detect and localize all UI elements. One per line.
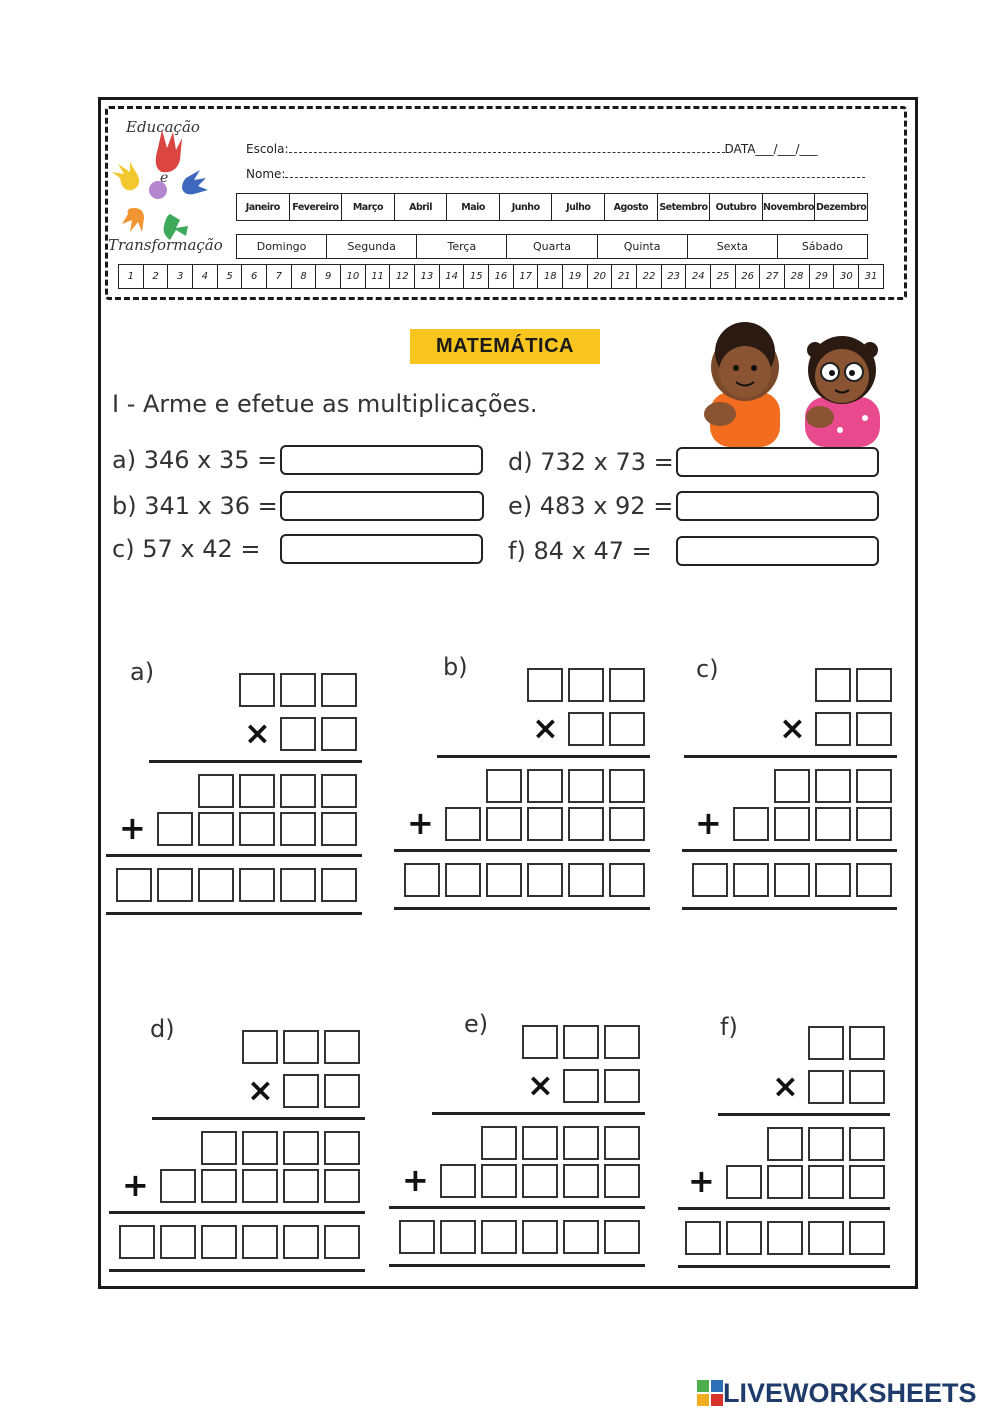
multiplicand-digit-box[interactable] — [283, 1030, 319, 1064]
problem-d-label: d) 732 x 73 = — [508, 448, 674, 476]
partial-product-2-box[interactable] — [283, 1169, 319, 1203]
multiplier-digit-box[interactable] — [280, 717, 316, 751]
date-cell-29: 29 — [810, 265, 835, 288]
divider-line — [394, 907, 650, 910]
partial-product-1-box[interactable] — [201, 1131, 237, 1165]
date-cell-14: 14 — [440, 265, 465, 288]
month-cell-12: Dezembro — [816, 201, 867, 213]
plus-sign: + — [407, 804, 434, 842]
liveworksheets-logo — [697, 1378, 977, 1408]
work-area-label: d) — [150, 1015, 175, 1043]
date-cell-7: 7 — [267, 265, 292, 288]
weekday-cell-7: Sábado — [801, 240, 843, 253]
partial-product-2-box[interactable] — [239, 812, 275, 846]
partial-product-2-box[interactable] — [568, 807, 604, 841]
divider-line — [718, 1113, 890, 1116]
result-digit-box[interactable] — [604, 1220, 640, 1254]
date-cell-22: 22 — [637, 265, 662, 288]
problem-a-label: a) 346 x 35 = — [112, 446, 278, 474]
partial-product-1-box[interactable] — [527, 769, 563, 803]
result-digit-box[interactable] — [856, 863, 892, 897]
result-digit-box[interactable] — [198, 868, 234, 902]
school-blank — [289, 142, 725, 153]
month-cell-7: Julho — [552, 194, 605, 220]
divider-line — [109, 1211, 365, 1214]
result-digit-box[interactable] — [849, 1221, 885, 1255]
result-digit-box[interactable] — [160, 1225, 196, 1259]
divider-line — [432, 1112, 645, 1115]
month-cell-10: Outubro — [710, 194, 763, 220]
month-cell-9: Setembro — [658, 194, 711, 220]
times-sign: × — [772, 1067, 799, 1105]
plus-sign: + — [695, 804, 722, 842]
partial-product-2-box[interactable] — [321, 812, 357, 846]
multiplier-digit-box[interactable] — [856, 712, 892, 746]
multiplicand-digit-box[interactable] — [324, 1030, 360, 1064]
month-cell-2: Fevereiro — [290, 194, 343, 220]
months-row — [236, 193, 868, 221]
plus-sign: + — [119, 809, 146, 847]
partial-product-1-box[interactable] — [283, 1131, 319, 1165]
date-blank: ___/___/___ — [755, 142, 818, 156]
month-cell-11: Novembro — [763, 194, 816, 220]
date-cell-18: 18 — [538, 265, 563, 288]
month-cell-3: Março — [342, 194, 395, 220]
weekday-cell-2: Segunda — [327, 235, 417, 258]
multiplicand-digit-box[interactable] — [815, 668, 851, 702]
divider-line — [678, 1265, 890, 1268]
multiplier-digit-box[interactable] — [849, 1070, 885, 1104]
multiplier-digit-box[interactable] — [324, 1074, 360, 1108]
multiplier-digit-box[interactable] — [808, 1070, 844, 1104]
result-digit-box[interactable] — [568, 863, 604, 897]
partial-product-2-box[interactable] — [733, 807, 769, 841]
multiplicand-digit-box[interactable] — [609, 668, 645, 702]
multiplier-digit-box[interactable] — [815, 712, 851, 746]
subject-badge: MATEMÁTICA — [410, 329, 600, 364]
divider-line — [106, 912, 362, 915]
weekday-cell-5: Quinta — [598, 235, 688, 258]
partial-product-2-box[interactable] — [527, 807, 563, 841]
work-area-label: c) — [696, 655, 719, 683]
divider-line — [389, 1264, 645, 1267]
result-digit-box[interactable] — [563, 1220, 599, 1254]
weekday-cell-3: Terça — [417, 235, 507, 258]
partial-product-2-box[interactable] — [604, 1164, 640, 1198]
divider-line — [389, 1206, 645, 1209]
result-digit-box[interactable] — [116, 868, 152, 902]
multiplicand-digit-box[interactable] — [321, 673, 357, 707]
problem-a-answer[interactable] — [280, 445, 483, 475]
divider-line — [437, 755, 650, 758]
date-cell-26: 26 — [736, 265, 761, 288]
work-area-label: e) — [464, 1010, 489, 1038]
date-label: DATA — [724, 142, 756, 156]
partial-product-1-box[interactable] — [604, 1126, 640, 1160]
divider-line — [152, 1117, 365, 1120]
partial-product-1-box[interactable] — [321, 774, 357, 808]
partial-product-2-box[interactable] — [563, 1164, 599, 1198]
result-digit-box[interactable] — [733, 863, 769, 897]
multiplicand-digit-box[interactable] — [604, 1025, 640, 1059]
partial-product-1-box[interactable] — [481, 1126, 517, 1160]
plus-sign: + — [122, 1166, 149, 1204]
result-digit-box[interactable] — [609, 863, 645, 897]
name-line[interactable] — [246, 167, 865, 181]
date-cell-17: 17 — [514, 265, 539, 288]
logo-text-mid: e — [160, 170, 169, 186]
divider-line — [682, 849, 897, 852]
date-cell-3: 3 — [168, 265, 193, 288]
date-cell-13: 13 — [415, 265, 440, 288]
partial-product-1-box[interactable] — [280, 774, 316, 808]
multiplier-digit-box[interactable] — [563, 1069, 599, 1103]
result-digit-box[interactable] — [726, 1221, 762, 1255]
logo-text-bottom: Transformação — [108, 236, 223, 254]
divider-line — [678, 1207, 890, 1210]
date-cell-6: 6 — [242, 265, 267, 288]
date-cell-15: 15 — [464, 265, 489, 288]
multiplicand-digit-box[interactable] — [808, 1026, 844, 1060]
partial-product-1-box[interactable] — [774, 769, 810, 803]
multiplier-digit-box[interactable] — [604, 1069, 640, 1103]
result-digit-box[interactable] — [157, 868, 193, 902]
multiplicand-digit-box[interactable] — [856, 668, 892, 702]
multiplier-digit-box[interactable] — [568, 712, 604, 746]
result-digit-box[interactable] — [685, 1221, 721, 1255]
divider-line — [149, 760, 362, 763]
problem-b — [112, 489, 484, 523]
date-cell-21: 21 — [612, 265, 637, 288]
date-cell-28: 28 — [785, 265, 810, 288]
problem-b-label: b) 341 x 36 = — [112, 492, 278, 520]
work-area-label: f) — [720, 1013, 738, 1041]
result-digit-box[interactable] — [324, 1225, 360, 1259]
problem-e-label: e) 483 x 92 = — [508, 492, 674, 520]
multiplicand-digit-box[interactable] — [849, 1026, 885, 1060]
problem-b-answer[interactable] — [280, 491, 484, 521]
date-cell-8: 8 — [292, 265, 317, 288]
result-digit-box[interactable] — [280, 868, 316, 902]
name-blank — [285, 167, 865, 178]
partial-product-1-box[interactable] — [849, 1127, 885, 1161]
partial-product-2-box[interactable] — [201, 1169, 237, 1203]
partial-product-2-box[interactable] — [242, 1169, 278, 1203]
problem-f — [508, 534, 879, 568]
liveworksheets-icon — [697, 1380, 723, 1406]
result-digit-box[interactable] — [527, 863, 563, 897]
divider-line — [109, 1269, 365, 1272]
problem-a — [112, 443, 483, 477]
school-label: Escola: — [246, 142, 289, 156]
partial-product-1-box[interactable] — [486, 769, 522, 803]
partial-product-2-box[interactable] — [767, 1165, 803, 1199]
date-cell-19: 19 — [563, 265, 588, 288]
date-cell-2: 2 — [144, 265, 169, 288]
divider-line — [682, 907, 897, 910]
partial-product-2-box[interactable] — [280, 812, 316, 846]
result-digit-box[interactable] — [522, 1220, 558, 1254]
date-cell-12: 12 — [390, 265, 415, 288]
partial-product-1-box[interactable] — [522, 1126, 558, 1160]
problem-d — [508, 445, 879, 479]
date-cell-24: 24 — [686, 265, 711, 288]
multiplicand-digit-box[interactable] — [239, 673, 275, 707]
result-digit-box[interactable] — [321, 868, 357, 902]
month-cell-8: Agosto — [605, 194, 658, 220]
multiplicand-digit-box[interactable] — [527, 668, 563, 702]
multiplicand-digit-box[interactable] — [522, 1025, 558, 1059]
problem-d-answer[interactable] — [676, 447, 879, 477]
partial-product-1-box[interactable] — [808, 1127, 844, 1161]
name-label: Nome: — [246, 167, 286, 181]
partial-product-1-box[interactable] — [815, 769, 851, 803]
partial-product-1-box[interactable] — [198, 774, 234, 808]
multiplicand-digit-box[interactable] — [563, 1025, 599, 1059]
month-cell-1: Janeiro — [237, 194, 290, 220]
partial-product-1-box[interactable] — [609, 769, 645, 803]
times-sign: × — [532, 709, 559, 747]
children-illustration-icon — [690, 322, 900, 447]
divider-line — [684, 755, 897, 758]
weekday-cell-1: Domingo — [237, 235, 327, 258]
partial-product-2-box[interactable] — [481, 1164, 517, 1198]
multiplicand-digit-box[interactable] — [568, 668, 604, 702]
date-cell-5: 5 — [218, 265, 243, 288]
multiplier-digit-box[interactable] — [283, 1074, 319, 1108]
partial-product-1-box[interactable] — [563, 1126, 599, 1160]
partial-product-2-box[interactable] — [609, 807, 645, 841]
problem-c-label: c) 57 x 42 = — [112, 535, 261, 563]
partial-product-2-box[interactable] — [445, 807, 481, 841]
date-cell-23: 23 — [662, 265, 687, 288]
date-cell-10: 10 — [341, 265, 366, 288]
partial-product-2-box[interactable] — [324, 1169, 360, 1203]
month-cell-5: Maio — [447, 194, 500, 220]
date-cell-1: 1 — [119, 265, 144, 288]
month-cell-6: Junho — [500, 194, 553, 220]
result-digit-box[interactable] — [815, 863, 851, 897]
problem-e — [508, 489, 879, 523]
partial-product-1-box[interactable] — [242, 1131, 278, 1165]
multiplier-digit-box[interactable] — [321, 717, 357, 751]
multiplicand-digit-box[interactable] — [242, 1030, 278, 1064]
weekday-cell-4: Quarta — [507, 235, 597, 258]
result-digit-box[interactable] — [119, 1225, 155, 1259]
partial-product-1-box[interactable] — [568, 769, 604, 803]
result-digit-box[interactable] — [767, 1221, 803, 1255]
problem-e-answer[interactable] — [676, 491, 879, 521]
divider-line — [106, 854, 362, 857]
weekdays-row — [236, 234, 868, 259]
date-cell-11: 11 — [366, 265, 391, 288]
result-digit-box[interactable] — [399, 1220, 435, 1254]
result-digit-box[interactable] — [481, 1220, 517, 1254]
multiplier-digit-box[interactable] — [609, 712, 645, 746]
result-digit-box[interactable] — [404, 863, 440, 897]
partial-product-1-box[interactable] — [856, 769, 892, 803]
problem-c-answer[interactable] — [280, 534, 483, 564]
result-digit-box[interactable] — [283, 1225, 319, 1259]
liveworksheets-brand: LIVEWORKSHEETS — [723, 1377, 977, 1408]
multiplicand-digit-box[interactable] — [280, 673, 316, 707]
date-cell-31: 31 — [864, 271, 878, 282]
partial-product-2-box[interactable] — [849, 1165, 885, 1199]
instruction-text: I - Arme e efetue as multiplicações. — [112, 390, 538, 418]
result-digit-box[interactable] — [486, 863, 522, 897]
divider-line — [394, 849, 650, 852]
partial-product-2-box[interactable] — [726, 1165, 762, 1199]
partial-product-1-box[interactable] — [324, 1131, 360, 1165]
plus-sign: + — [402, 1161, 429, 1199]
school-line[interactable] — [246, 142, 818, 156]
date-cell-27: 27 — [760, 265, 785, 288]
times-sign: × — [247, 1071, 274, 1109]
date-cell-30: 30 — [834, 265, 859, 288]
times-sign: × — [244, 714, 271, 752]
problem-f-label: f) 84 x 47 = — [508, 537, 652, 565]
result-digit-box[interactable] — [774, 863, 810, 897]
partial-product-2-box[interactable] — [440, 1164, 476, 1198]
date-cell-25: 25 — [711, 265, 736, 288]
work-area-label: b) — [443, 653, 468, 681]
partial-product-2-box[interactable] — [856, 807, 892, 841]
result-digit-box[interactable] — [242, 1225, 278, 1259]
times-sign: × — [527, 1066, 554, 1104]
partial-product-2-box[interactable] — [522, 1164, 558, 1198]
result-digit-box[interactable] — [201, 1225, 237, 1259]
dates-row — [118, 264, 884, 289]
problem-c — [112, 532, 483, 566]
date-cell-20: 20 — [588, 265, 613, 288]
problem-f-answer[interactable] — [676, 536, 879, 566]
month-cell-4: Abril — [395, 194, 448, 220]
partial-product-2-box[interactable] — [808, 1165, 844, 1199]
logo-text-top: Educação — [126, 118, 200, 136]
weekday-cell-6: Sexta — [688, 235, 778, 258]
result-digit-box[interactable] — [808, 1221, 844, 1255]
result-digit-box[interactable] — [692, 863, 728, 897]
partial-product-1-box[interactable] — [239, 774, 275, 808]
partial-product-2-box[interactable] — [160, 1169, 196, 1203]
work-area-label: a) — [130, 658, 155, 686]
result-digit-box[interactable] — [445, 863, 481, 897]
plus-sign: + — [688, 1162, 715, 1200]
partial-product-2-box[interactable] — [486, 807, 522, 841]
partial-product-2-box[interactable] — [157, 812, 193, 846]
partial-product-2-box[interactable] — [774, 807, 810, 841]
date-cell-9: 9 — [316, 265, 341, 288]
times-sign: × — [779, 709, 806, 747]
result-digit-box[interactable] — [239, 868, 275, 902]
date-cell-4: 4 — [193, 265, 218, 288]
date-cell-16: 16 — [489, 265, 514, 288]
partial-product-2-box[interactable] — [198, 812, 234, 846]
partial-product-2-box[interactable] — [815, 807, 851, 841]
partial-product-1-box[interactable] — [767, 1127, 803, 1161]
result-digit-box[interactable] — [440, 1220, 476, 1254]
